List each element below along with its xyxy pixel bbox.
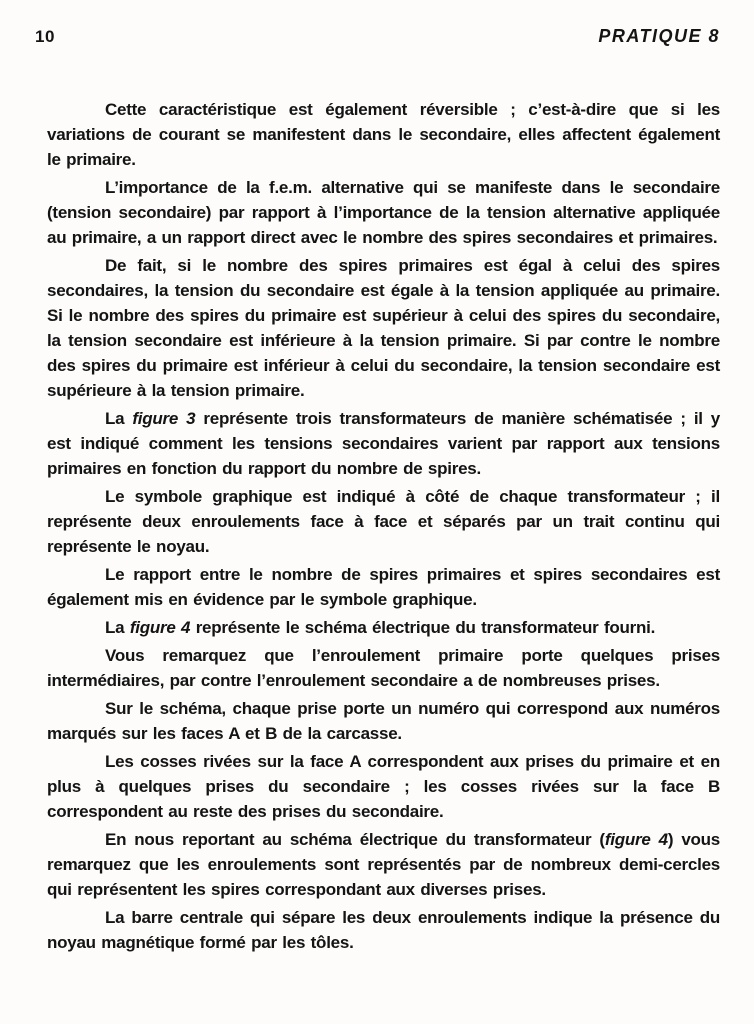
- paragraph-text: ) vous remarquez que les enroulements sont représentés par de nombreux demi-cercles qui représentent les spires correspondant aux diverses prises.: [47, 830, 721, 899]
- paragraph-text: Le symbole graphique est indiqué à côté de chaque transformateur ; il représente deux enroulements face à face et séparés par un trait continu qui représente le noyau.: [47, 487, 720, 556]
- paragraph-2: [47, 175, 720, 250]
- running-title: PRATIQUE 8: [598, 26, 720, 46]
- paragraph-5: [47, 484, 720, 559]
- paragraph-text: Les cosses rivées sur la face A correspondent aux prises du primaire et en plus à quelques prises du secondaire ; les cosses rivées sur la face B correspondent au reste des prises du secondaire.: [47, 752, 720, 821]
- figure-reference: figure 4: [604, 830, 668, 849]
- paragraph-10: [47, 749, 720, 824]
- paragraph-text: La barre centrale qui sépare les deux enroulements indique la présence du noyau magnétique formé par les tôles.: [47, 908, 720, 952]
- paragraph-9: [47, 696, 720, 746]
- paragraph-12: [47, 905, 720, 955]
- paragraph-8: [47, 643, 720, 693]
- paragraph-text: La: [105, 409, 133, 428]
- paragraph-text: En nous reportant au schéma électrique du transformateur (: [105, 830, 605, 849]
- page-body: [47, 97, 720, 955]
- paragraph-text: représente le schéma électrique du transformateur fourni.: [190, 618, 656, 637]
- figure-reference: figure 4: [129, 618, 191, 637]
- paragraph-text: La: [105, 618, 130, 637]
- paragraph-4: [47, 406, 720, 481]
- paragraph-text: Sur le schéma, chaque prise porte un numéro qui correspond aux numéros marqués sur les faces A et B de la carcasse.: [47, 699, 720, 743]
- paragraph-3: [47, 253, 720, 403]
- paragraph-text: Vous remarquez que l’enroulement primaire porte quelques prises intermédiaires, par contre l’enroulement secondaire a de nombreuses prises.: [47, 646, 720, 690]
- paragraph-text: Le rapport entre le nombre de spires primaires et spires secondaires est également mis en évidence par le symbole graphique.: [47, 565, 720, 609]
- page-header: [35, 26, 720, 47]
- paragraph-11: [47, 827, 720, 902]
- paragraph-text: L’importance de la f.e.m. alternative qui se manifeste dans le secondaire (tension secondaire) par rapport à l’importance de la tension alternative appliquée au primaire, a un rapport direct avec le nombre des spires secondaires et primaires.: [47, 178, 720, 247]
- paragraph-1: [47, 97, 720, 172]
- paragraph-6: [47, 562, 720, 612]
- page-number: 10: [35, 27, 55, 46]
- paragraph-text: représente trois transformateurs de manière schématisée ; il y est indiqué comment les tensions secondaires varient par rapport aux tensions primaires en fonction du rapport du nombre de spires.: [47, 409, 721, 478]
- paragraph-text: Cette caractéristique est également réversible ; c’est-à-dire que si les variations de courant se manifestent dans le secondaire, elles affectent également le primaire.: [47, 100, 720, 169]
- paragraph-7: [47, 615, 720, 640]
- figure-reference: figure 3: [132, 409, 196, 428]
- paragraph-text: De fait, si le nombre des spires primaires est égal à celui des spires secondaires, la tension du secondaire est égale à la tension appliquée au primaire. Si le nombre des spires du primaire est supérieur à celui des spires du secondaire, la tension secondaire est inférieure à la tension primaire. Si par contre le nombre des spires du primaire est inférieur à celui du secondaire, la tension secondaire est supérieure à la tension primaire.: [47, 256, 720, 400]
